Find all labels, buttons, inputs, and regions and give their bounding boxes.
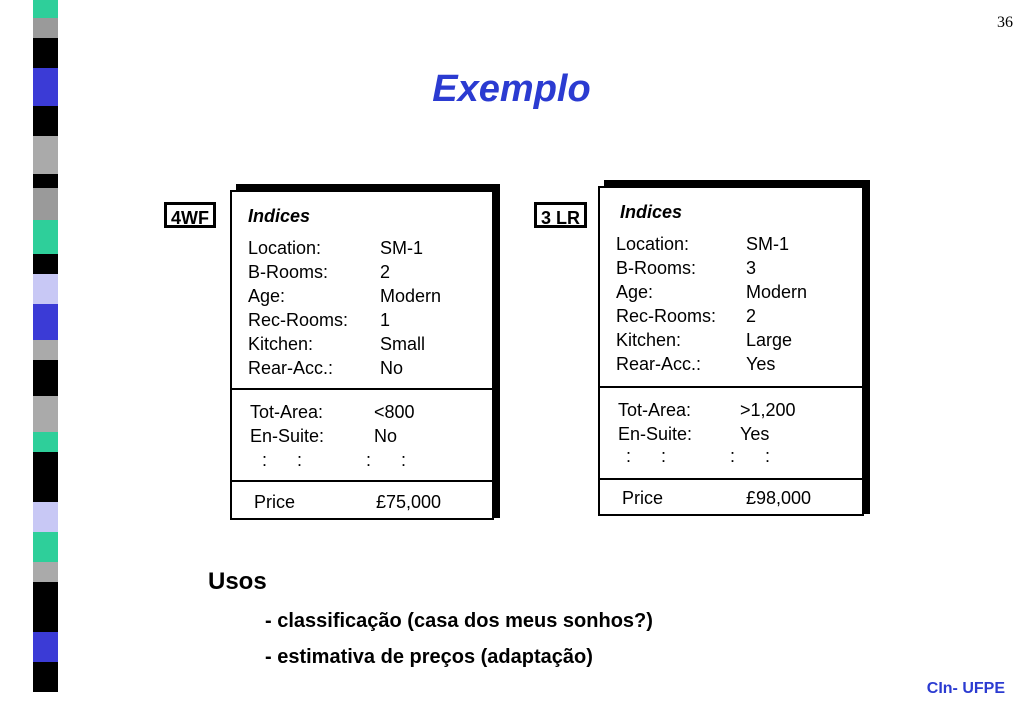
footer-label: CIn- UFPE <box>926 680 1005 697</box>
card-box: Indices Location: SM-1 B-Rooms: 2 Age: Modern Rec-Rooms: 1 Kitchen: Small Rear-Acc.: No Tot-Area: <800 En-Suite: No : : : : Price £75,000 <box>230 190 494 520</box>
indices-heading: Indices <box>620 202 683 222</box>
section-divider <box>232 388 492 390</box>
section-divider <box>600 386 862 388</box>
case-tag: 4WF <box>164 202 216 228</box>
usos-item: - estimativa de preços (adaptação) <box>265 646 593 668</box>
section-divider <box>600 478 862 480</box>
section-divider <box>232 480 492 482</box>
page-number: 36 <box>997 14 1013 31</box>
indices-heading: Indices <box>248 206 311 226</box>
card-box: Indices Location: SM-1 B-Rooms: 3 Age: Modern Rec-Rooms: 2 Kitchen: Large Rear-Acc.: Yes Tot-Area: >1,200 En-Suite: Yes : : : : Price £98,000 <box>598 186 864 516</box>
case-card-3lr <box>534 180 874 520</box>
usos-item: - classificação (casa dos meus sonhos?) <box>265 610 653 632</box>
page-title: Exemplo <box>432 68 591 110</box>
usos-heading: Usos <box>208 568 267 595</box>
case-tag: 3 LR <box>534 202 587 228</box>
case-card-4wf <box>164 184 504 524</box>
